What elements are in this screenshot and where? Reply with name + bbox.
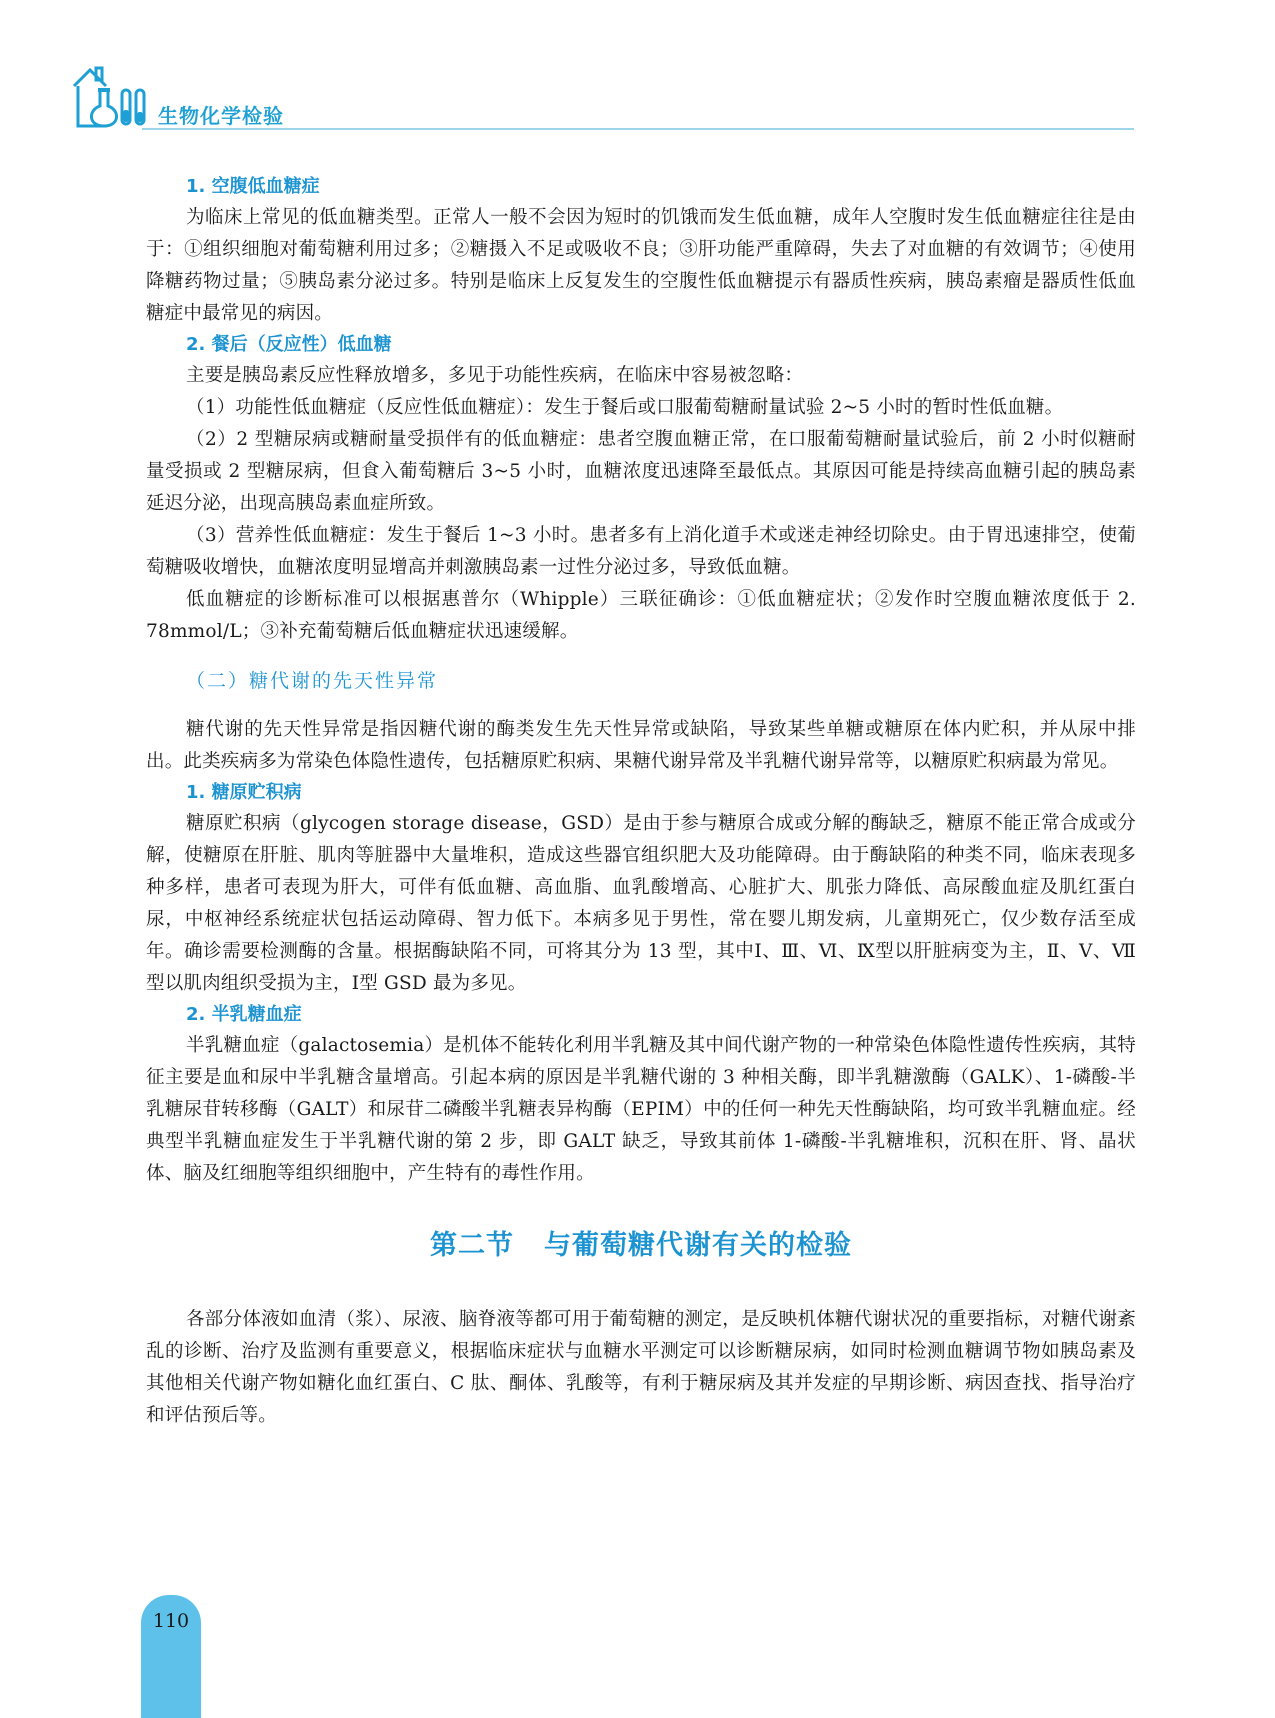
section-intro: 各部分体液如血清（浆）、尿液、脑脊液等都可用于葡萄糖的测定，是反映机体糖代谢状况的重要指标，对糖代谢紊乱的诊断、治疗及监测有重要意义，根据临床症状与血糖水平测定可以诊断糖尿病，如同时检测血糖调节物如胰岛素及其他相关代谢产物如糖化血红蛋白、C 肽、酮体、乳酸等，有利于糖尿病及其并发症的早期诊断、病因查找、指导治疗和评估预后等。	[146, 1309, 1136, 1426]
page-number: 110	[152, 1610, 190, 1632]
paragraph: （2）2 型糖尿病或糖耐量受损伴有的低血糖症：患者空腹血糖正常，在口服葡萄糖耐量试验后，前 2 小时似糖耐量受损或 2 型糖尿病，但食入葡萄糖后 3~5 小时，血糖浓度迅速降至最低点。其原因可能是持续高血糖引起的胰岛素延迟分泌，出现高胰岛素血症所致。	[146, 429, 1136, 514]
paragraph: （3）营养性低血糖症：发生于餐后 1~3 小时。患者多有上消化道手术或迷走神经切除史。由于胃迅速排空，使葡萄糖吸收增快，血糖浓度明显增高并刺激胰岛素一过性分泌过多，导致低血糖。	[146, 525, 1136, 578]
topic-heading: 2. 餐后（反应性）低血糖	[186, 334, 392, 355]
paragraph: 糖代谢的先天性异常是指因糖代谢的酶类发生先天性异常或缺陷，导致某些单糖或糖原在体内贮积，并从尿中排出。此类疾病多为常染色体隐性遗传，包括糖原贮积病、果糖代谢异常及半乳糖代谢异常等，以糖原贮积病最为常见。	[146, 719, 1136, 772]
paragraph: （1）功能性低血糖症（反应性低血糖症）：发生于餐后或口服葡萄糖耐量试验 2~5 小时的暂时性低血糖。	[186, 397, 1064, 418]
subsection-heading: （二）糖代谢的先天性异常	[186, 670, 439, 692]
paragraph: 半乳糖血症（galactosemia）是机体不能转化利用半乳糖及其中间代谢产物的一种常染色体隐性遗传性疾病，其特征主要是血和尿中半乳糖含量增高。引起本病的原因是半乳糖代谢的 3 种相关酶，即半乳糖激酶（GALK）、1-磷酸-半乳糖尿苷转移酶（GALT）和尿苷二磷酸半乳糖表异构酶（EPIM）中的任何一种先天性酶缺陷，均可致半乳糖血症。经典型半乳糖血症发生于半乳糖代谢的第 2 步，即 GALT 缺乏，导致其前体 1-磷酸-半乳糖堆积，沉积在肝、肾、晶状体、脑及红细胞等组织细胞中，产生特有的毒性作用。	[146, 1035, 1136, 1184]
paragraph: 为临床上常见的低血糖类型。正常人一般不会因为短时的饥饿而发生低血糖，成年人空腹时发生低血糖症往往是由于：①组织细胞对葡萄糖利用过多；②糖摄入不足或吸收不良；③肝功能严重障碍，失去了对血糖的有效调节；④使用降糖药物过量；⑤胰岛素分泌过多。特别是临床上反复发生的空腹性低血糖提示有器质性疾病，胰岛素瘤是器质性低血糖症中最常见的病因。	[146, 207, 1136, 324]
section-title	[146, 1228, 1136, 1264]
section-number: 第二节	[430, 1230, 514, 1261]
section-title-text: 与葡萄糖代谢有关的检验	[544, 1230, 852, 1261]
book-title: 生物化学检验	[158, 104, 284, 128]
lab-flask-test-tubes-icon	[70, 62, 150, 130]
paragraph: 低血糖症的诊断标准可以根据惠普尔（Whipple）三联征确诊：①低血糖症状；②发作时空腹血糖浓度低于 2. 78mmol/L；③补充葡萄糖后低血糖症状迅速缓解。	[146, 589, 1136, 642]
topic-heading: 1. 糖原贮积病	[186, 782, 302, 803]
header-rule	[142, 128, 1134, 130]
paragraph: 糖原贮积病（glycogen storage disease，GSD）是由于参与糖原合成或分解的酶缺乏，糖原不能正常合成或分解，使糖原在肝脏、肌肉等脏器中大量堆积，造成这些器官组织肥大及功能障碍。由于酶缺陷的种类不同，临床表现多种多样，患者可表现为肝大，可伴有低血糖、高血脂、血乳酸增高、心脏扩大、肌张力降低、高尿酸血症及肌红蛋白尿，中枢神经系统症状包括运动障碍、智力低下。本病多见于男性，常在婴儿期发病，儿童期死亡，仅少数存活至成年。确诊需要检测酶的含量。根据酶缺陷不同，可将其分为 13 型，其中Ⅰ、Ⅲ、Ⅵ、Ⅸ型以肝脏病变为主，Ⅱ、Ⅴ、Ⅶ型以肌肉组织受损为主，Ⅰ型 GSD 最为多见。	[146, 813, 1136, 994]
page-header	[70, 62, 1135, 132]
topic-heading: 1. 空腹低血糖症	[186, 176, 320, 197]
paragraph: 主要是胰岛素反应性释放增多，多见于功能性疾病，在临床中容易被忽略：	[186, 365, 804, 386]
main-content	[146, 172, 1136, 1432]
topic-heading: 2. 半乳糖血症	[186, 1004, 302, 1025]
